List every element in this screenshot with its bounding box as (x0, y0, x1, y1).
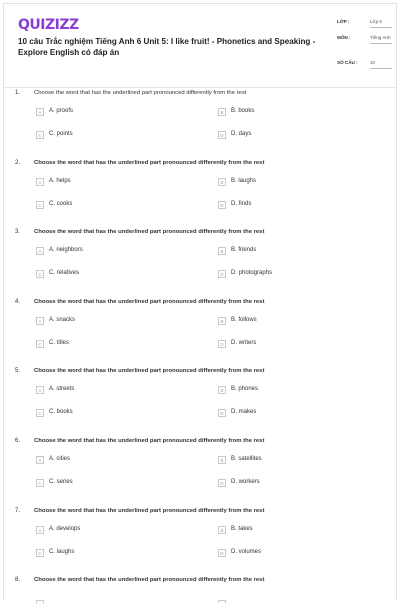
option-letter-box[interactable]: C (36, 270, 44, 278)
option-text: C. points (49, 131, 73, 137)
option-letter-box[interactable]: D (218, 409, 226, 417)
question-number: 5. (15, 368, 21, 374)
question-text: Choose the word that has the underlined part pronounced differently from the rest (34, 508, 265, 514)
option-letter-box[interactable]: A (36, 108, 44, 116)
quizizz-logo: QUIZIZZ (18, 17, 79, 33)
option-letter-box[interactable]: B (218, 247, 226, 255)
worksheet-page (3, 3, 397, 600)
option-letter-box[interactable]: C (36, 340, 44, 348)
question-text: Choose the word that has the underlined part pronounced differently from the rest (34, 438, 265, 444)
option-text: A. neighbors (49, 247, 83, 253)
count-value: 10 (370, 60, 392, 69)
worksheet-title: 10 câu Trắc nghiệm Tiếng Anh 6 Unit 5: I like fruit! - Phonetics and Speaking - Explore English có đáp án (18, 37, 316, 57)
option-letter-box[interactable]: D (218, 340, 226, 348)
option-text: B. follows (231, 317, 257, 323)
option-text: B. laughs (231, 178, 257, 184)
option-letter-box[interactable]: D (218, 131, 226, 139)
option-text: A. develops (49, 526, 81, 532)
question-text: Choose the word that has the underlined part pronounced differently from the rest (34, 90, 247, 96)
class-value: Lớp 6 (370, 19, 392, 28)
option-text: C. laughs (49, 549, 75, 555)
option-letter-box[interactable]: C (36, 549, 44, 557)
option-text: C. series (49, 479, 73, 485)
question-text: Choose the word that has the underlined part pronounced differently from the rest (34, 160, 265, 166)
option-letter-box[interactable]: A (36, 178, 44, 186)
header-divider (4, 87, 396, 88)
option-letter-box[interactable]: A (36, 317, 44, 325)
option-letter-box[interactable]: D (218, 479, 226, 487)
class-label: LỚP : (337, 19, 350, 24)
option-letter-box[interactable]: B (218, 317, 226, 325)
option-text: B. takes (231, 526, 253, 532)
option-letter-box[interactable]: B (218, 108, 226, 116)
option-text: A. cities (49, 456, 71, 462)
option-text: D. workers (231, 479, 260, 485)
option-text: D. photographs (231, 270, 273, 276)
option-letter-box[interactable]: B (218, 178, 226, 186)
option-text: A. streets (49, 386, 75, 392)
option-text: B. satellites (231, 456, 262, 462)
option-text: A. snacks (49, 317, 76, 323)
option-letter-box[interactable]: A (36, 247, 44, 255)
option-letter-box[interactable]: A (36, 386, 44, 394)
option-text: B. books (231, 108, 255, 114)
question-number: 3. (15, 229, 21, 235)
option-letter-box[interactable]: B (218, 456, 226, 464)
option-letter-box[interactable]: B (218, 386, 226, 394)
question-number: 8. (15, 577, 21, 583)
subject-label: MÔN : (337, 35, 351, 40)
option-text: D. makes (231, 409, 257, 415)
question-text: Choose the word that has the underlined part pronounced differently from the rest (34, 368, 265, 374)
question-number: 4. (15, 299, 21, 305)
option-letter-box[interactable]: D (218, 270, 226, 278)
option-text: D. days (231, 131, 252, 137)
option-text: D. writers (231, 340, 257, 346)
question-text: Choose the word that has the underlined part pronounced differently from the rest (34, 577, 265, 583)
option-letter-box[interactable]: D (218, 549, 226, 557)
question-number: 6. (15, 438, 21, 444)
option-text: B. phones (231, 386, 259, 392)
question-text: Choose the word that has the underlined part pronounced differently from the rest (34, 229, 265, 235)
option-text: C. relatives (49, 270, 80, 276)
question-number: 1. (15, 90, 21, 96)
question-number: 2. (15, 160, 21, 166)
option-letter-box[interactable]: C (36, 131, 44, 139)
option-text: C. cooks (49, 201, 73, 207)
option-letter-box[interactable]: A (36, 456, 44, 464)
option-letter-box[interactable]: A (36, 526, 44, 534)
count-label: SỐ CÂU : (337, 60, 358, 65)
question-number: 7. (15, 508, 21, 514)
option-letter-box[interactable]: C (36, 409, 44, 417)
option-text: D. volumes (231, 549, 262, 555)
option-text: C. titles (49, 340, 70, 346)
option-letter-box[interactable]: B (218, 526, 226, 534)
option-letter-box[interactable]: C (36, 201, 44, 209)
option-text: A. proofs (49, 108, 74, 114)
option-text: D. finds (231, 201, 252, 207)
option-text: A. helps (49, 178, 71, 184)
option-letter-box[interactable]: D (218, 201, 226, 209)
question-text: Choose the word that has the underlined part pronounced differently from the rest (34, 299, 265, 305)
option-text: B. friends (231, 247, 257, 253)
subject-value: Tiếng Anh (370, 35, 392, 44)
option-letter-box[interactable]: C (36, 479, 44, 487)
option-text: C. books (49, 409, 73, 415)
